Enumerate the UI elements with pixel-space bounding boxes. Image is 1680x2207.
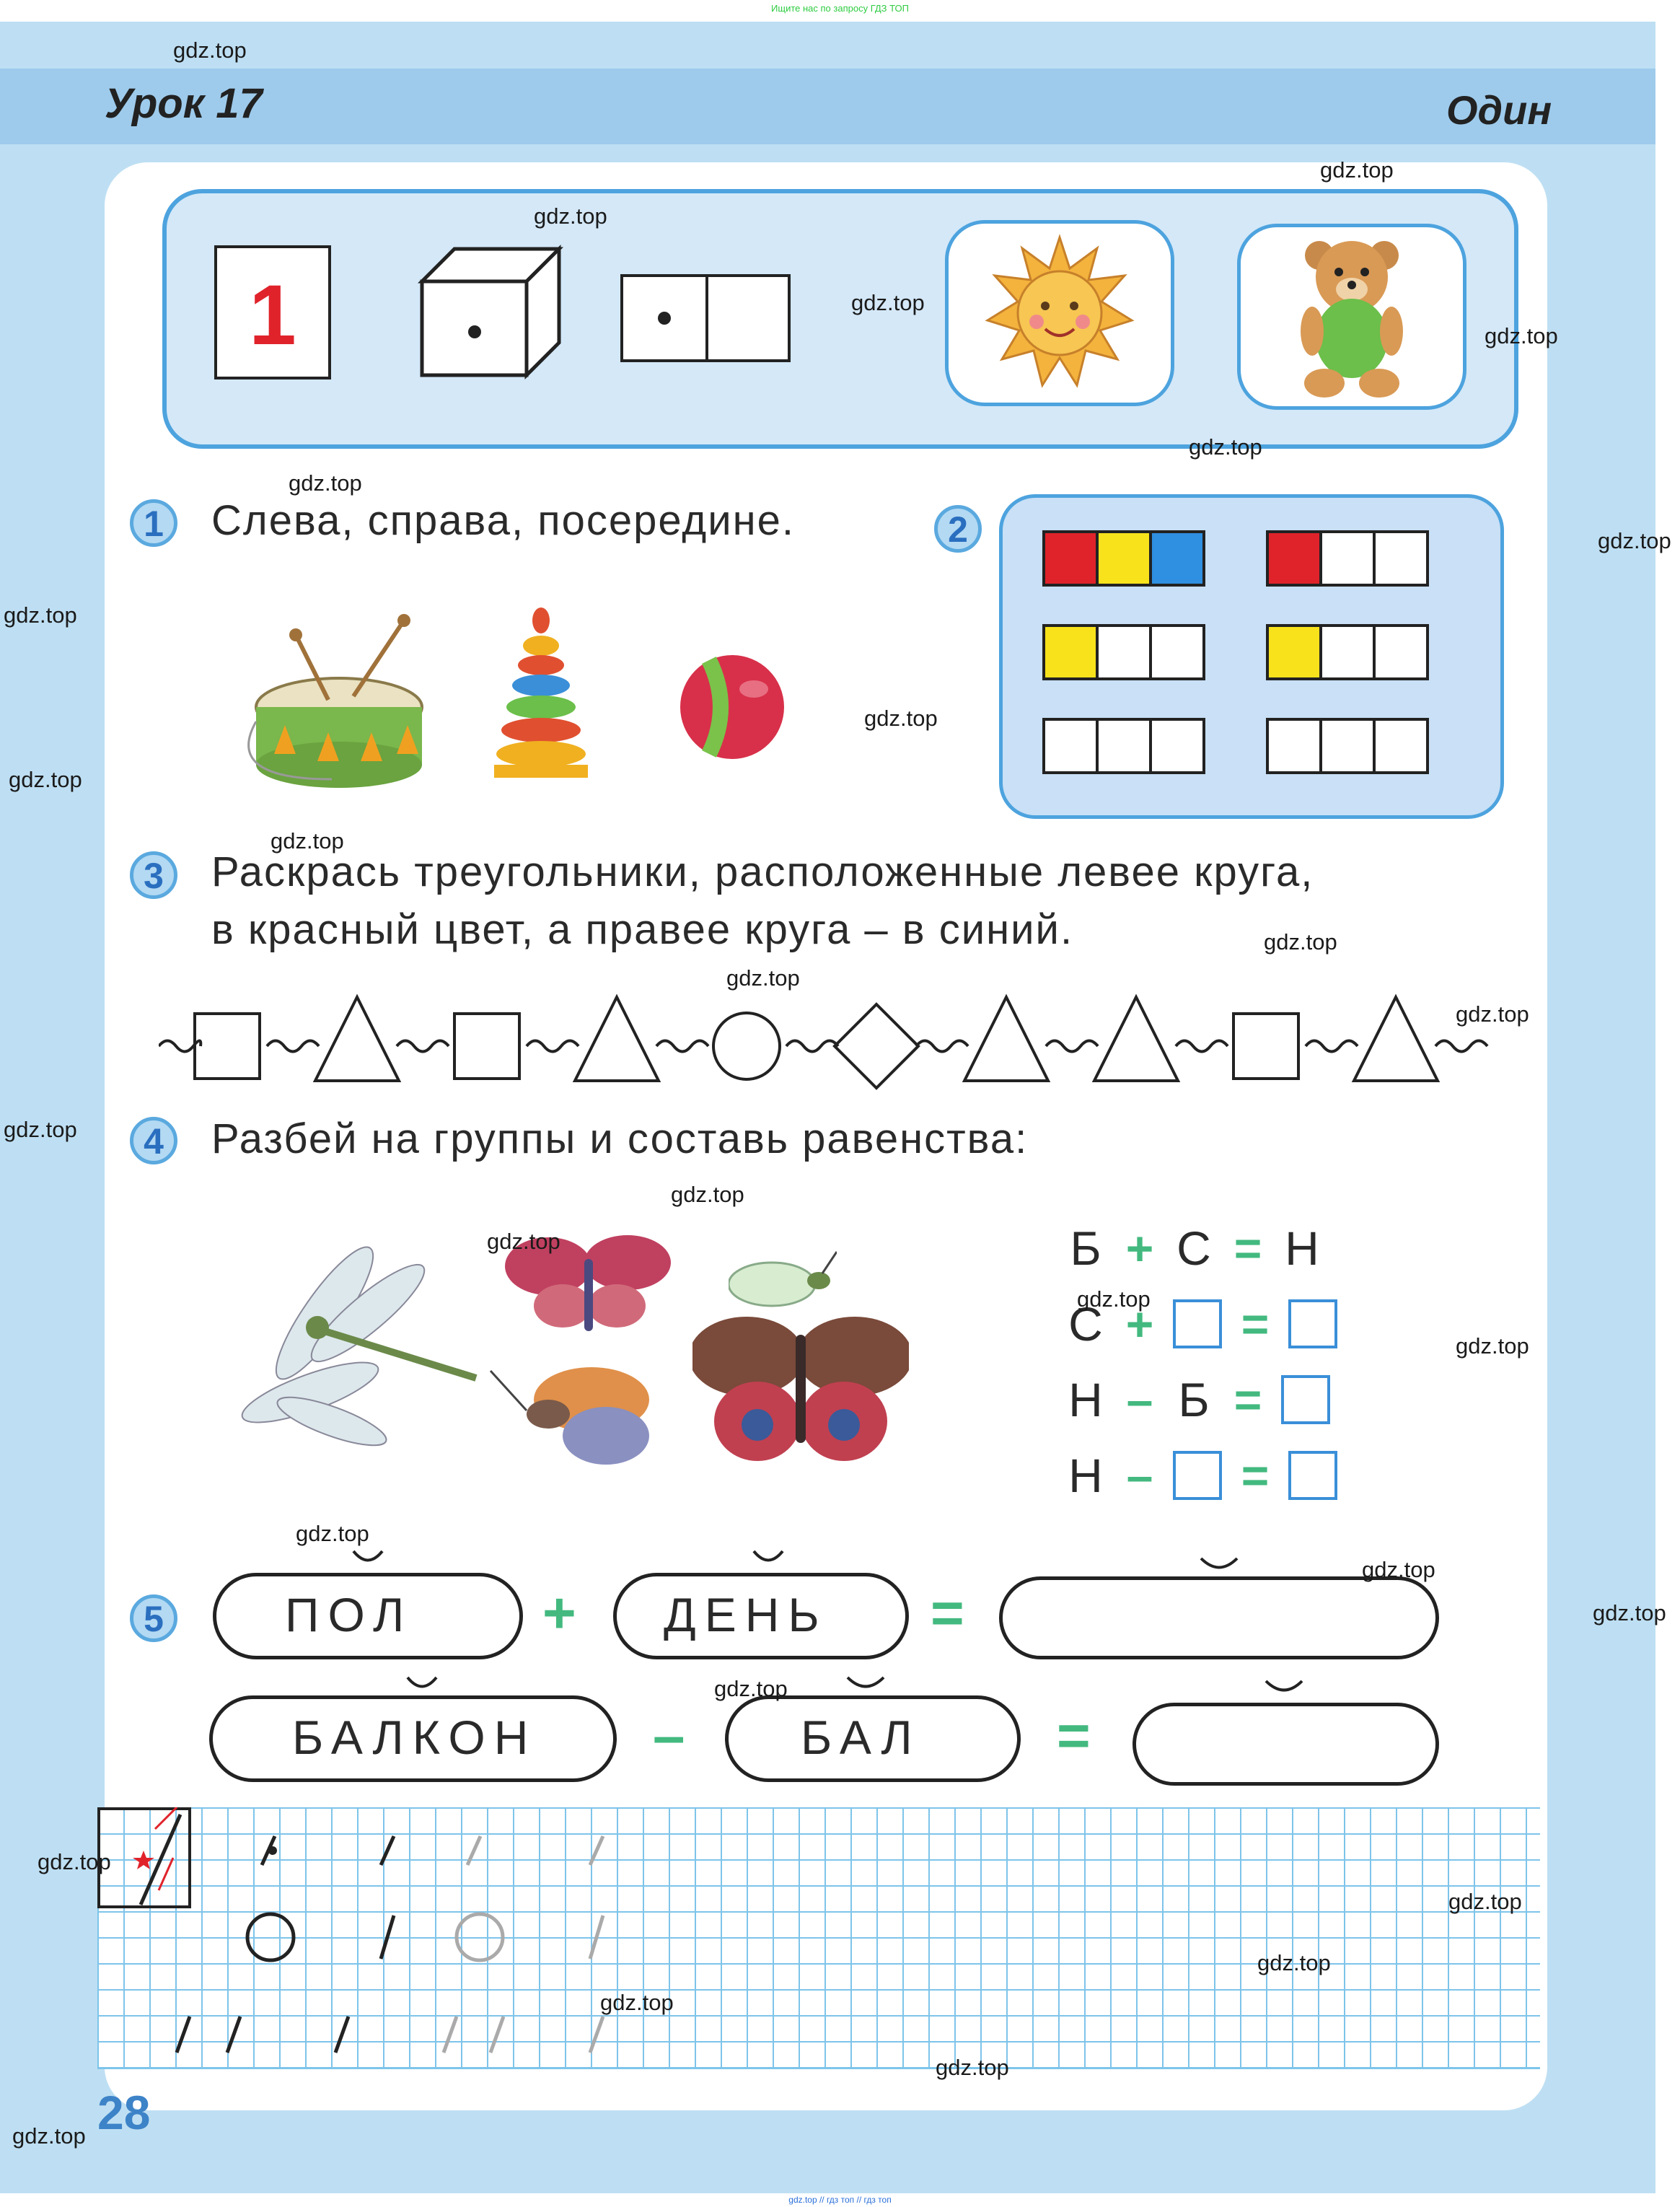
watermark-19: gdz.top <box>1077 1286 1151 1312</box>
watermark-4: gdz.top <box>851 290 925 315</box>
wave-connector <box>267 1041 319 1052</box>
circle-shape[interactable] <box>713 1013 780 1079</box>
cube-one-dot-icon <box>415 242 573 386</box>
eq2-a: С <box>1068 1297 1103 1351</box>
handwriting-samples <box>97 1807 1540 2067</box>
cell-empty[interactable] <box>1319 624 1376 680</box>
cell-row-2b <box>1266 624 1426 680</box>
word-pol: ПОЛ <box>285 1588 413 1641</box>
equation-4 <box>1060 1447 1342 1504</box>
task-5-number: 5 <box>130 1594 177 1642</box>
eq4-answer-box[interactable] <box>1173 1451 1222 1500</box>
watermark-21: gdz.top <box>296 1521 369 1546</box>
wave-connector <box>1046 1041 1098 1052</box>
task-3-line1: Раскрась треугольники, расположенные левее круга, <box>211 848 1314 895</box>
lesson-title: Урок 17 <box>105 80 263 127</box>
eq2-equals: = <box>1241 1297 1270 1351</box>
eq4-result-box[interactable] <box>1288 1451 1337 1500</box>
sun-icon <box>949 224 1171 403</box>
cell-yellow <box>1042 624 1099 680</box>
cell-row-1b <box>1266 530 1426 587</box>
cell-red <box>1266 530 1322 587</box>
watermark-22: gdz.top <box>1362 1557 1435 1582</box>
word-den: ДЕНЬ <box>664 1588 828 1641</box>
cell-row-1a <box>1042 530 1202 587</box>
task-3-line2: в красный цвет, а правее круга – в синий. <box>211 906 1074 953</box>
eq4-op: – <box>1126 1449 1153 1502</box>
watermark-8: gdz.top <box>1598 528 1671 553</box>
watermark-27: gdz.top <box>1257 1950 1331 1975</box>
wave-connector <box>1306 1041 1358 1052</box>
watermark-30: gdz.top <box>12 2123 86 2149</box>
cell-row-2a <box>1042 624 1202 680</box>
teddy-bear-picture <box>1237 224 1466 410</box>
square-shape[interactable] <box>195 1014 260 1079</box>
eq3-op: – <box>1126 1373 1153 1426</box>
watermark-3: gdz.top <box>534 203 607 229</box>
wave-connector <box>527 1041 579 1052</box>
watermark-6: gdz.top <box>1189 434 1262 460</box>
eq1-a: Б <box>1070 1221 1101 1275</box>
cell-empty[interactable] <box>1373 624 1429 680</box>
ball-icon <box>674 649 790 765</box>
task-3-number: 3 <box>130 851 177 899</box>
watermark-13: gdz.top <box>1264 929 1337 955</box>
task-4-number: 4 <box>130 1117 177 1164</box>
teddy-bear-icon <box>1241 227 1463 406</box>
eq4-equals: = <box>1241 1449 1270 1502</box>
eq2-result-box[interactable] <box>1288 1299 1337 1348</box>
dragonfly-icon <box>231 1227 498 1457</box>
eq1-equals: = <box>1233 1221 1262 1275</box>
cell-blue <box>1149 530 1205 587</box>
page-number: 28 <box>97 2086 151 2139</box>
word-balkon: БАЛКОН <box>292 1711 537 1764</box>
triangle-shape[interactable] <box>315 997 399 1081</box>
topic-title: Один <box>1446 87 1552 133</box>
triangle-shape[interactable] <box>575 997 659 1081</box>
cell-empty[interactable] <box>1096 718 1152 774</box>
triangle-shape[interactable] <box>1094 997 1178 1081</box>
drum-icon <box>224 606 454 794</box>
eq1-b: С <box>1177 1221 1211 1275</box>
eq3-a: Н <box>1068 1373 1103 1426</box>
wave-connector <box>1176 1041 1228 1052</box>
equation-1 <box>1060 1219 1327 1277</box>
task-2-panel <box>999 494 1504 819</box>
cell-empty[interactable] <box>1266 718 1322 774</box>
cell-empty[interactable] <box>1373 718 1429 774</box>
square-shape[interactable] <box>1233 1014 1298 1079</box>
watermark-5: gdz.top <box>1485 323 1558 348</box>
butterfly-peacock-icon <box>692 1306 909 1472</box>
watermark-20: gdz.top <box>1456 1333 1529 1359</box>
wave-connector <box>786 1041 838 1052</box>
cell-empty[interactable] <box>1319 530 1376 587</box>
top-note: Ищите нас по запросу ГДЗ ТОП <box>771 3 909 14</box>
watermark-9: gdz.top <box>4 602 77 628</box>
stress-marks <box>0 1544 1680 1818</box>
task-2-number: 2 <box>934 505 982 553</box>
watermark-11: gdz.top <box>9 767 82 792</box>
task-1-number: 1 <box>130 499 177 547</box>
cell-row-3a <box>1042 718 1202 774</box>
watermark-2: gdz.top <box>1320 157 1394 183</box>
moth-icon <box>483 1356 656 1472</box>
eq3-b: Б <box>1178 1373 1210 1426</box>
minus-sign: – <box>653 1703 685 1768</box>
equals-sign-2: = <box>1057 1703 1091 1768</box>
watermark-25: gdz.top <box>38 1849 111 1874</box>
cell-empty[interactable] <box>1042 718 1099 774</box>
watermark-28: gdz.top <box>600 1990 674 2015</box>
watermark-14: gdz.top <box>726 965 800 991</box>
cell-empty[interactable] <box>1373 530 1429 587</box>
eq2-op: + <box>1125 1297 1154 1351</box>
cell-empty[interactable] <box>1319 718 1376 774</box>
domino-one-dot <box>620 274 791 362</box>
eq3-equals: = <box>1233 1373 1262 1426</box>
eq4-a: Н <box>1068 1449 1103 1502</box>
task-4-text: Разбей на группы и составь равенства: <box>211 1115 1029 1162</box>
square-shape[interactable] <box>454 1014 519 1079</box>
cell-yellow <box>1096 530 1152 587</box>
watermark-16: gdz.top <box>4 1117 77 1142</box>
number-card-digit: 1 <box>249 268 296 363</box>
watermark-17: gdz.top <box>671 1182 744 1207</box>
triangle-shape[interactable] <box>1354 997 1438 1081</box>
triangle-shape[interactable] <box>964 997 1048 1081</box>
diamond-shape[interactable] <box>835 1004 918 1088</box>
cell-empty[interactable] <box>1149 718 1205 774</box>
wave-connector <box>1435 1041 1487 1052</box>
watermark-26: gdz.top <box>1448 1889 1522 1914</box>
watermark-15: gdz.top <box>1456 1001 1529 1027</box>
number-card <box>214 245 331 379</box>
watermark-10: gdz.top <box>864 706 938 731</box>
wave-connector <box>397 1041 449 1052</box>
equation-3 <box>1060 1371 1334 1429</box>
bottom-note: gdz.top // гдз топ // гдз топ <box>788 2195 892 2205</box>
eq2-answer-box[interactable] <box>1173 1299 1222 1348</box>
wave-connector <box>656 1041 708 1052</box>
cell-empty[interactable] <box>1096 624 1152 680</box>
sun-picture <box>945 220 1174 406</box>
eq1-op: + <box>1125 1221 1154 1275</box>
watermark-7: gdz.top <box>289 470 362 496</box>
cell-empty[interactable] <box>1149 624 1205 680</box>
cell-red <box>1042 530 1099 587</box>
watermark-29: gdz.top <box>936 2055 1009 2080</box>
watermark-12: gdz.top <box>271 828 344 854</box>
pyramid-toy-icon <box>487 606 595 786</box>
word-bal: БАЛ <box>801 1711 921 1764</box>
watermark-23: gdz.top <box>1593 1600 1666 1625</box>
watermark-1: gdz.top <box>173 38 247 63</box>
cell-yellow <box>1266 624 1322 680</box>
watermark-18: gdz.top <box>487 1229 560 1254</box>
eq1-c: Н <box>1285 1221 1319 1275</box>
cell-row-3b <box>1266 718 1426 774</box>
equals-sign-1: = <box>931 1581 964 1645</box>
plus-sign: + <box>542 1581 576 1645</box>
shape-sequence <box>159 988 1529 1104</box>
wave-connector <box>916 1041 968 1052</box>
eq3-result-box[interactable] <box>1281 1375 1330 1424</box>
watermark-24: gdz.top <box>714 1676 788 1701</box>
task-1-text: Слева, справа, посередине. <box>211 497 796 544</box>
